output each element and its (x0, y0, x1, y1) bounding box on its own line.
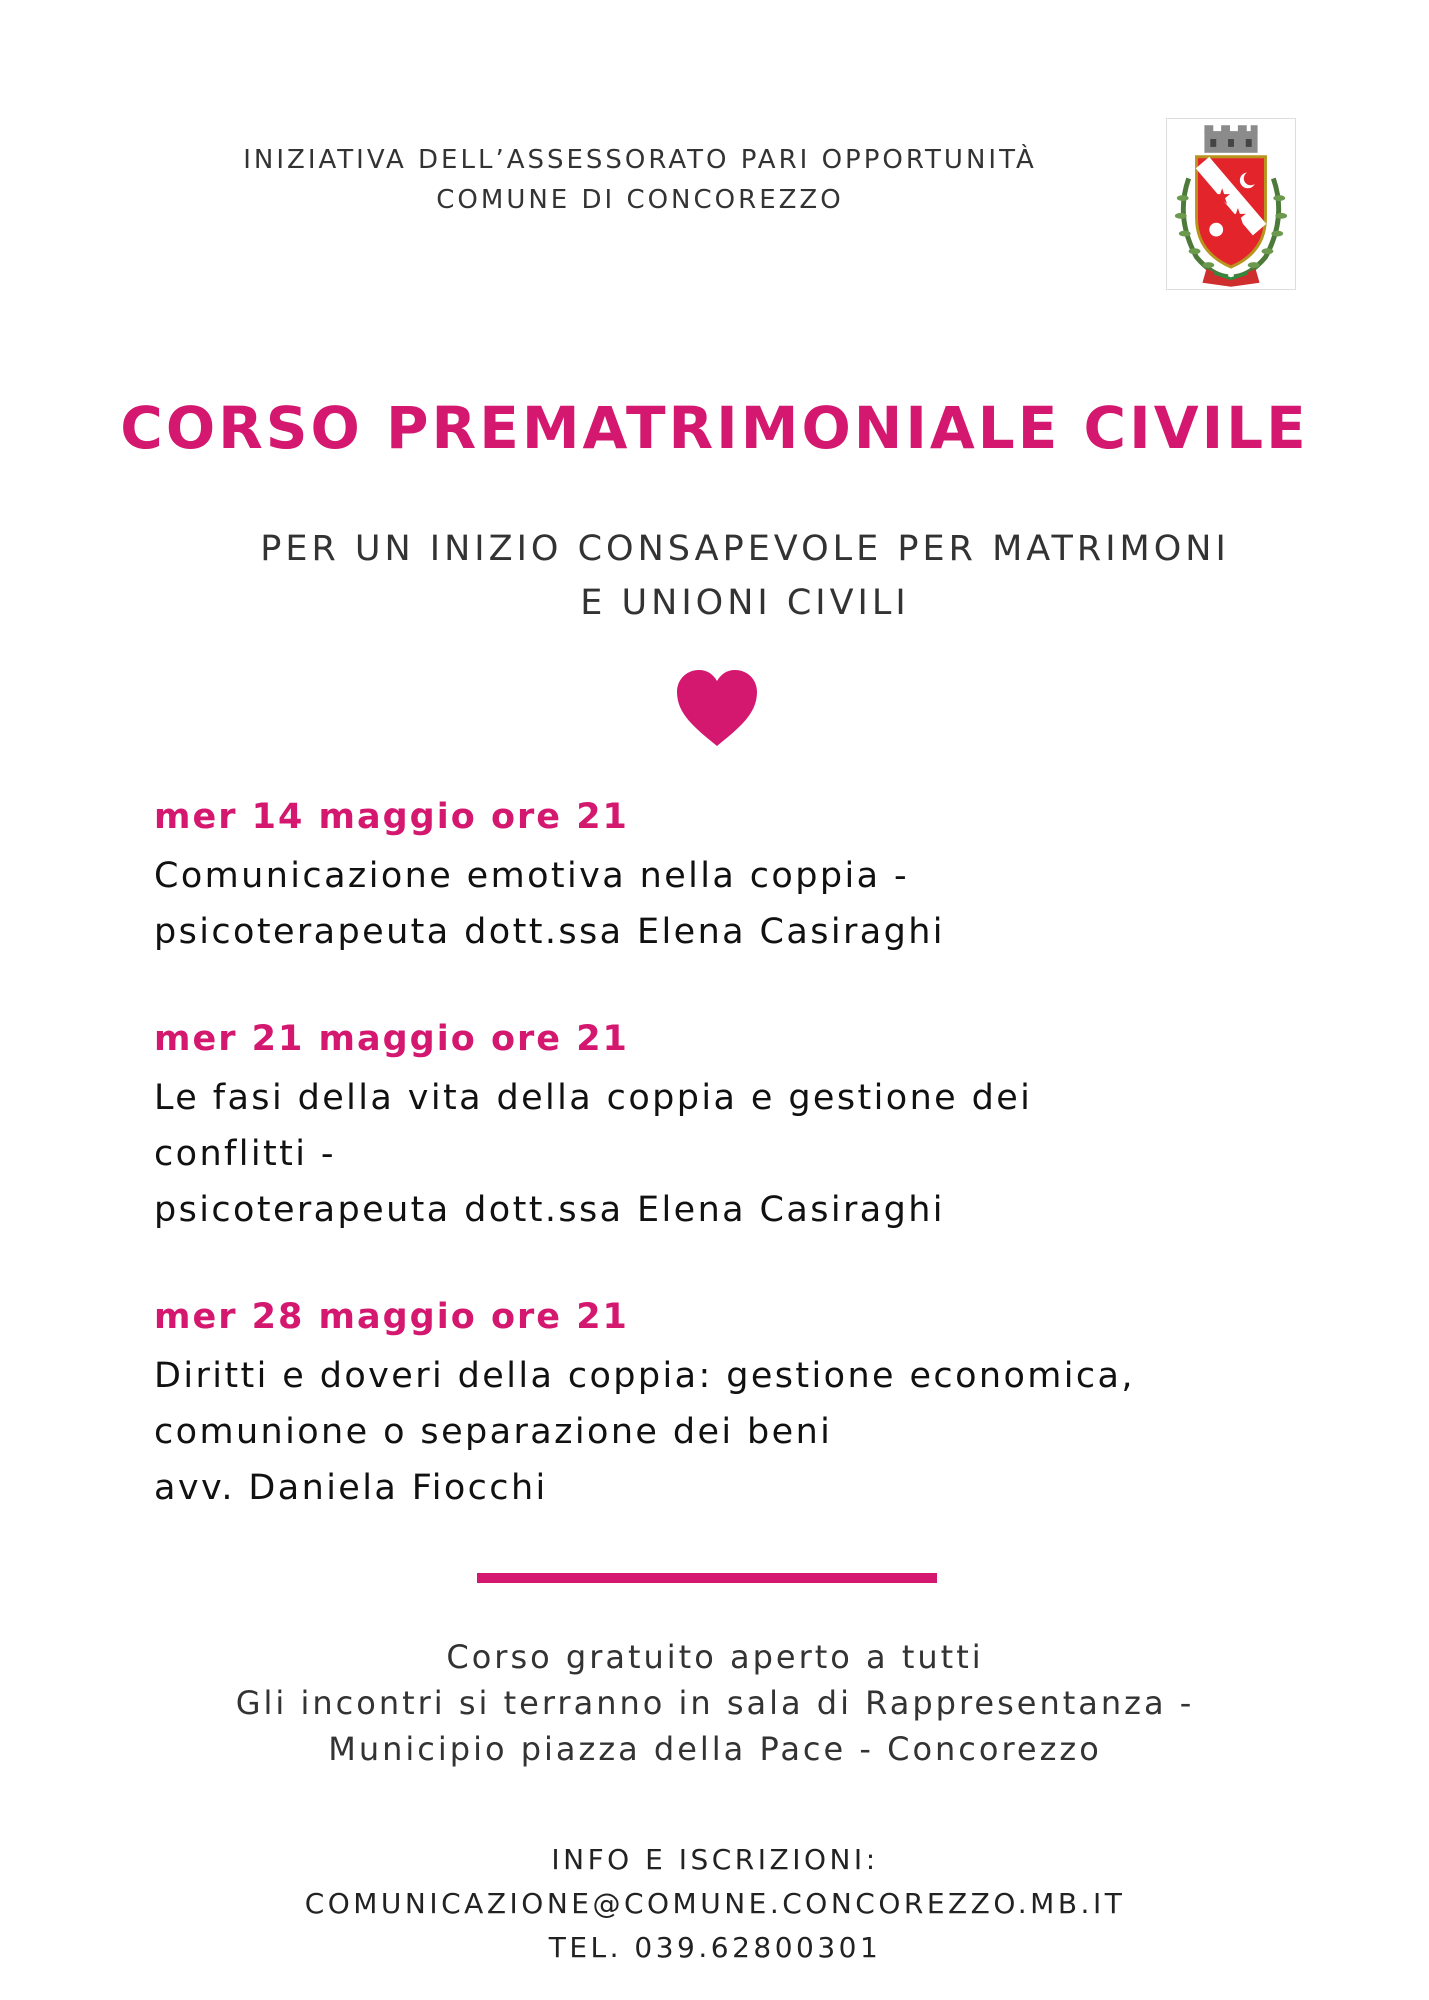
event-item (154, 1290, 1394, 1516)
event-description-line: conflitti - (154, 1134, 336, 1174)
event-description-line: psicoterapeuta dott.ssa Elena Casiraghi (154, 912, 945, 952)
header-line-2: COMUNE DI CONCOREZZO (436, 185, 844, 215)
event-date: mer 14 maggio ore 21 (154, 797, 629, 837)
divider (477, 1573, 937, 1583)
header-line-1: INIZIATIVA DELL’ASSESSORATO PARI OPPORTUNITÀ (243, 145, 1037, 175)
heart-icon (675, 668, 759, 748)
course-info-line-1: Corso gratuito aperto a tutti (446, 1638, 984, 1676)
event-item (154, 790, 1394, 960)
header-text (150, 140, 1130, 220)
event-description-line: comunione o separazione dei beni (154, 1412, 833, 1452)
event-date: mer 28 maggio ore 21 (154, 1297, 629, 1337)
event-description-line: Comunicazione emotiva nella coppia - (154, 856, 910, 896)
subtitle-line-2: E UNIONI CIVILI (580, 583, 910, 623)
contact-info (80, 1838, 1350, 1970)
course-info-line-3: Municipio piazza della Pace - Concorezzo (328, 1730, 1102, 1768)
contact-heading: INFO E ISCRIZIONI: (551, 1843, 879, 1876)
course-info-line-2: Gli incontri si terranno in sala di Rappresentanza - (235, 1684, 1195, 1722)
event-description-line: avv. Daniela Fiocchi (154, 1468, 548, 1508)
event-description-line: Le fasi della vita della coppia e gestione dei (154, 1078, 1033, 1118)
coat-of-arms-icon (1166, 118, 1296, 290)
event-description-line: Diritti e doveri della coppia: gestione economica, (154, 1356, 1135, 1396)
event-description-line: psicoterapeuta dott.ssa Elena Casiraghi (154, 1190, 945, 1230)
subtitle (100, 522, 1390, 630)
page-title: CORSO PREMATRIMONIALE CIVILE (120, 394, 1309, 462)
contact-email: COMUNICAZIONE@COMUNE.CONCOREZZO.MB.IT (304, 1887, 1126, 1920)
event-list (154, 790, 1394, 1568)
course-info (80, 1634, 1350, 1772)
event-item (154, 1012, 1394, 1238)
subtitle-line-1: PER UN INIZIO CONSAPEVOLE PER MATRIMONI (260, 529, 1230, 569)
contact-phone: TEL. 039.62800301 (548, 1931, 882, 1964)
event-date: mer 21 maggio ore 21 (154, 1019, 629, 1059)
